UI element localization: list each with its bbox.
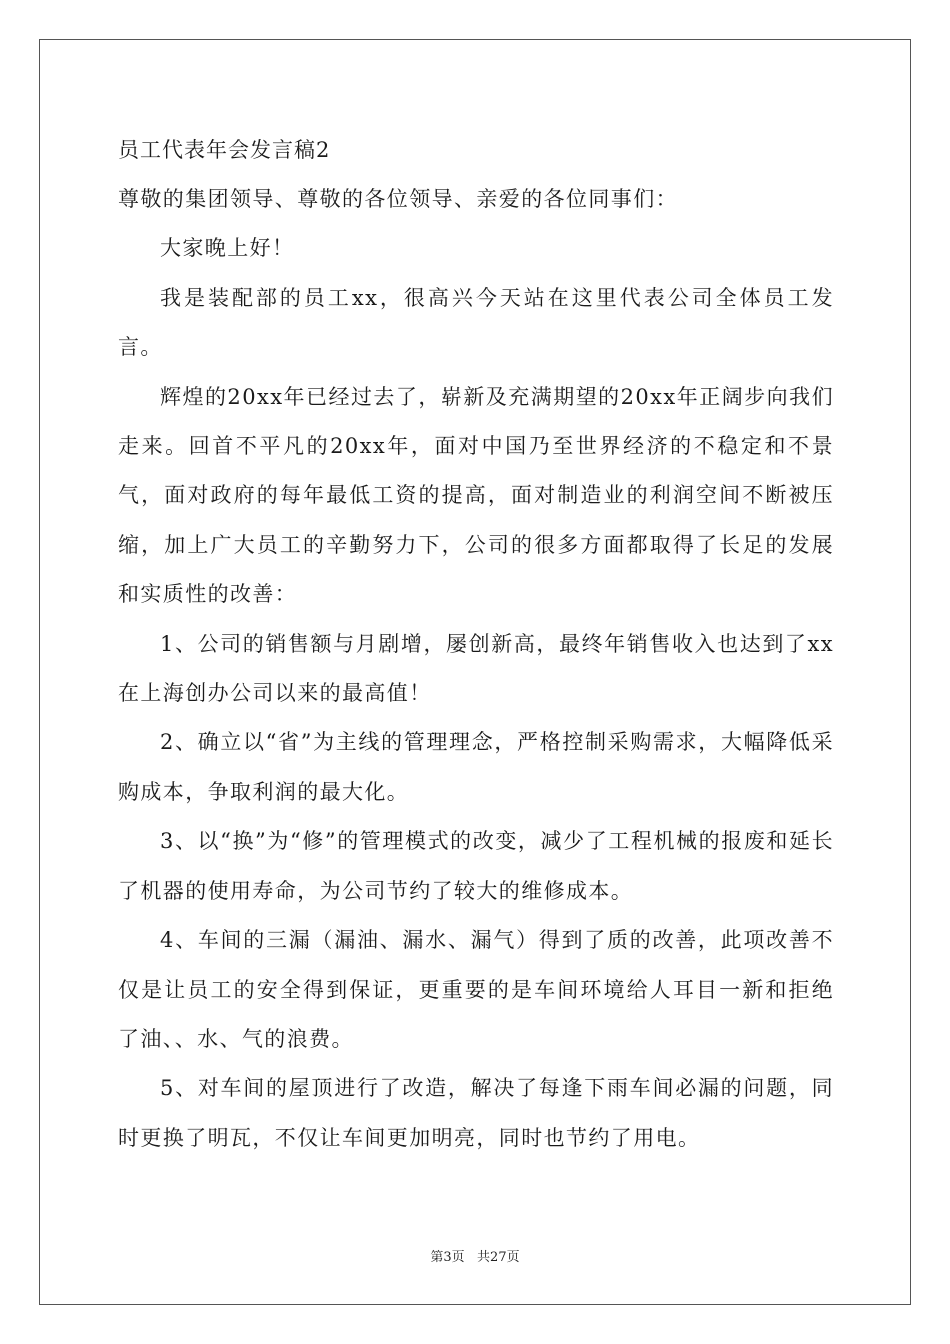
document-body xyxy=(118,126,834,1163)
paragraph-greeting: 大家晚上好！ xyxy=(160,236,295,261)
paragraph-item-1: 1、公司的销售额与月剧增，屡创新高，最终年销售收入也达到了xx在上海创办公司以来的最高值！ xyxy=(118,631,834,706)
salutation: 尊敬的集团领导、尊敬的各位领导、亲爱的各位同事们： xyxy=(118,187,678,211)
page-number-footer: 第3页 共27页 xyxy=(430,1250,520,1265)
paragraph-introduction: 我是装配部的员工xx，很高兴今天站在这里代表公司全体员工发言。 xyxy=(118,285,834,360)
paragraph-item-4: 4、车间的三漏（漏油、漏水、漏气）得到了质的改善，此项改善不仅是让员工的安全得到保证，更重要的是车间环境给人耳目一新和拒绝了油、、水、气的浪费。 xyxy=(118,928,834,1051)
paragraph-item-5: 5、对车间的屋顶进行了改造，解决了每逢下雨车间必漏的问题，同时更换了明瓦，不仅让车间更加明亮，同时也节约了用电。 xyxy=(118,1076,834,1150)
document-title: 员工代表年会发言稿2 xyxy=(118,138,331,162)
paragraph-item-3: 3、以“换”为“修”的管理模式的改变，减少了工程机械的报废和延长了机器的使用寿命，为公司节约了较大的维修成本。 xyxy=(118,829,834,903)
paragraph-review: 辉煌的20xx年已经过去了，崭新及充满期望的20xx年正阔步向我们走来。回首不平凡的20xx年，面对中国乃至世界经济的不稳定和不景气，面对政府的每年最低工资的提高，面对制造业的利润空间不断被压缩，加上广大员工的辛勤努力下，公司的很多方面都取得了长足的发展和实质性的改善： xyxy=(118,384,834,607)
paragraph-item-2: 2、确立以“省”为主线的管理理念，严格控制采购需求，大幅降低采购成本，争取利润的最大化。 xyxy=(118,730,834,804)
